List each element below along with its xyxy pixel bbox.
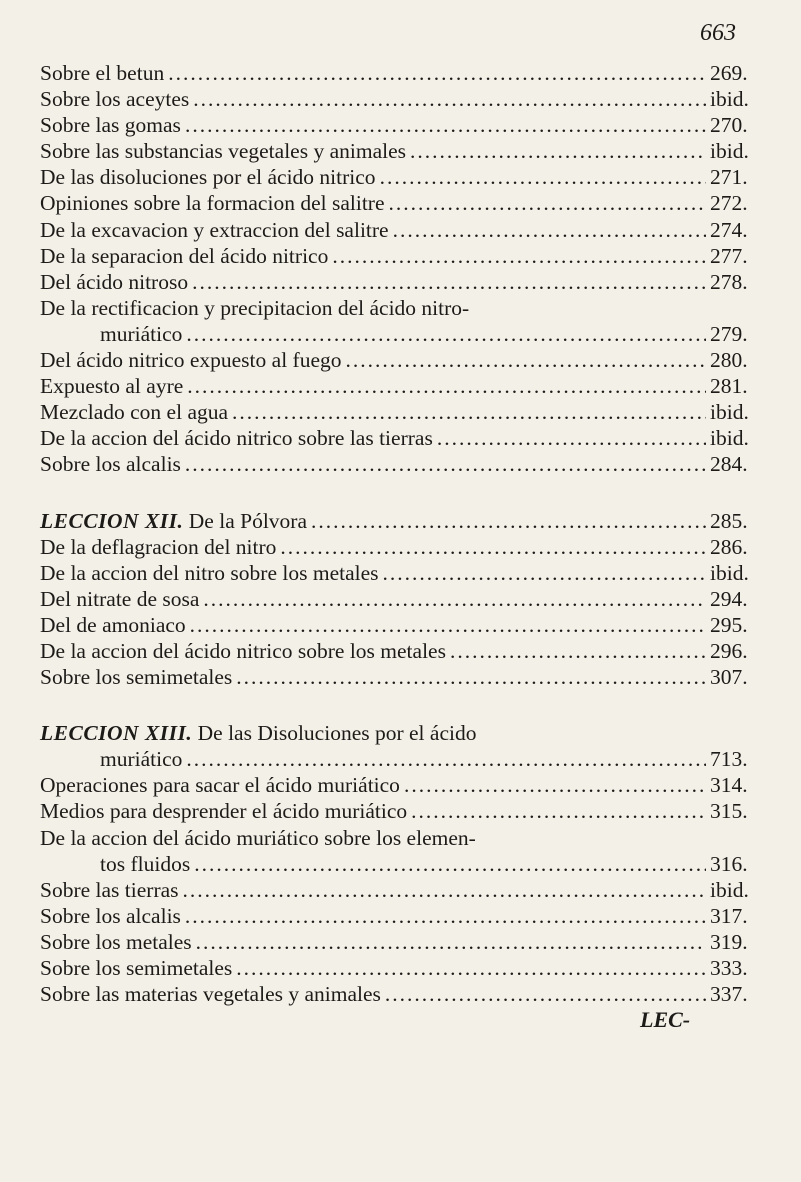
entry-label: Sobre los alcalis bbox=[40, 903, 181, 928]
entry-page: ibid. bbox=[710, 426, 749, 451]
entry-label: De las disoluciones por el ácido nitrico bbox=[40, 165, 376, 190]
entry-page: ibid. bbox=[710, 400, 749, 425]
toc-entry bbox=[40, 664, 770, 690]
entry-title bbox=[40, 720, 476, 746]
dot-leader bbox=[385, 981, 706, 1007]
toc-entry bbox=[40, 560, 770, 586]
entry-continuation: muriático bbox=[100, 747, 183, 772]
dot-leader bbox=[232, 399, 706, 425]
entry-page: ibid. bbox=[710, 139, 749, 164]
entry-page: 281. bbox=[710, 374, 748, 399]
dot-leader bbox=[192, 269, 706, 295]
toc-entry bbox=[40, 877, 770, 903]
entry-page: 274. bbox=[710, 217, 748, 242]
dot-leader bbox=[168, 60, 706, 86]
dot-leader bbox=[411, 798, 706, 824]
entry-title bbox=[40, 825, 476, 851]
lesson-heading: LECCION XIII. bbox=[40, 721, 193, 746]
dot-leader bbox=[186, 321, 706, 347]
entry-page: 319. bbox=[710, 929, 748, 954]
entry-title bbox=[40, 955, 232, 981]
entry-page: 280. bbox=[710, 348, 748, 373]
dot-leader bbox=[450, 638, 706, 664]
entry-title bbox=[40, 772, 400, 798]
entry-label: Sobre los semimetales bbox=[40, 665, 233, 690]
entry-continuation: tos fluidos bbox=[100, 851, 191, 876]
toc-entry bbox=[40, 399, 770, 425]
entry-label: Sobre las substancias vegetales y animales bbox=[40, 139, 406, 164]
toc-entry bbox=[40, 825, 770, 851]
entry-title bbox=[40, 929, 192, 955]
dot-leader bbox=[410, 138, 706, 164]
entry-title bbox=[40, 112, 181, 138]
dot-leader bbox=[183, 877, 706, 903]
entry-label: De la separacion del ácido nitrico bbox=[40, 243, 329, 268]
page-number: 663 bbox=[700, 20, 736, 46]
dot-leader bbox=[437, 425, 706, 451]
entry-label: Del nitrate de sosa bbox=[40, 586, 200, 611]
dot-leader bbox=[404, 772, 706, 798]
dot-leader bbox=[236, 955, 706, 981]
entry-label: Medios para desprender el ácido muriático bbox=[40, 799, 408, 824]
entry-label: Operaciones para sacar el ácido muriático bbox=[40, 773, 400, 798]
toc-entry bbox=[40, 955, 770, 981]
entry-label: Sobre las gomas bbox=[40, 113, 181, 138]
entry-page: 284. bbox=[710, 452, 748, 477]
entry-label: De la rectificacion y precipitacion del ácido nitro- bbox=[40, 295, 470, 320]
entry-label: Del de amoniaco bbox=[40, 612, 186, 637]
entry-page: 286. bbox=[710, 534, 748, 559]
entry-label: De la accion del ácido muriático sobre los elemen- bbox=[40, 825, 476, 850]
toc-entry bbox=[40, 425, 770, 451]
lesson-heading: LECCION XII. bbox=[40, 508, 184, 533]
entry-page: 337. bbox=[710, 982, 748, 1007]
toc-entry bbox=[40, 981, 770, 1007]
entry-label: Del ácido nitroso bbox=[40, 269, 189, 294]
entry-title bbox=[40, 664, 232, 690]
entry-title bbox=[40, 560, 379, 586]
entry-label: Sobre las materias vegetales y animales bbox=[40, 982, 381, 1007]
toc-entry bbox=[40, 164, 770, 190]
entry-title bbox=[40, 60, 164, 86]
dot-leader bbox=[346, 347, 707, 373]
toc-entry bbox=[40, 586, 770, 612]
toc-entry bbox=[40, 929, 770, 955]
dot-leader bbox=[193, 86, 706, 112]
catchword: LEC- bbox=[640, 1007, 691, 1032]
entry-page: 285. bbox=[710, 508, 748, 533]
entry-page: ibid. bbox=[710, 87, 749, 112]
entry-label: De la Pólvora bbox=[183, 508, 307, 533]
toc-entry bbox=[40, 720, 770, 746]
entry-label: Sobre los semimetales bbox=[40, 956, 233, 980]
entry-title bbox=[40, 612, 186, 638]
toc-entry-continuation bbox=[40, 851, 770, 877]
entry-title bbox=[40, 903, 181, 929]
entry-page: 294. bbox=[710, 586, 748, 611]
entry-page: 272. bbox=[710, 191, 748, 216]
toc-entry bbox=[40, 112, 770, 138]
entry-title bbox=[40, 981, 381, 1007]
entry-label: De la accion del nitro sobre los metales bbox=[40, 560, 379, 585]
entry-page: 278. bbox=[710, 269, 748, 294]
entry-title bbox=[40, 190, 385, 216]
toc-entry bbox=[40, 60, 770, 86]
entry-title bbox=[40, 243, 328, 269]
toc-entry bbox=[40, 451, 770, 477]
toc-entry-continuation bbox=[40, 321, 770, 347]
entry-continuation: muriático bbox=[100, 321, 183, 346]
entry-title bbox=[40, 877, 179, 903]
entry-title bbox=[40, 269, 188, 295]
entry-title bbox=[40, 586, 199, 612]
toc-entry bbox=[40, 638, 770, 664]
entry-title bbox=[40, 534, 276, 560]
toc-entry bbox=[40, 86, 770, 112]
entry-page: ibid. bbox=[710, 560, 749, 585]
entry-label: De la accion del ácido nitrico sobre las tierras bbox=[40, 426, 433, 451]
entry-page: 296. bbox=[710, 638, 748, 663]
dot-leader bbox=[203, 586, 706, 612]
entry-title bbox=[40, 798, 407, 824]
toc-entry-continuation bbox=[40, 746, 770, 772]
entry-label: Del ácido nitrico expuesto al fuego bbox=[40, 348, 342, 373]
toc-entry bbox=[40, 612, 770, 638]
entry-label: De la accion del ácido nitrico sobre los metales bbox=[40, 638, 446, 663]
section-gap bbox=[40, 478, 770, 508]
entry-page: 314. bbox=[710, 773, 748, 798]
entry-page: 316. bbox=[710, 851, 748, 876]
section-gap bbox=[40, 690, 770, 720]
entry-page: 317. bbox=[710, 903, 748, 928]
entry-page: 307. bbox=[710, 665, 748, 690]
dot-leader bbox=[332, 243, 706, 269]
entry-label: Opiniones sobre la formacion del salitre bbox=[40, 191, 385, 216]
dot-leader bbox=[393, 217, 706, 243]
entry-title bbox=[40, 425, 433, 451]
entry-page: 333. bbox=[710, 956, 748, 980]
toc-entry bbox=[40, 295, 770, 321]
dot-leader bbox=[280, 534, 706, 560]
entry-page: 270. bbox=[710, 113, 748, 138]
entry-page: 295. bbox=[710, 612, 748, 637]
entry-title bbox=[40, 451, 181, 477]
toc-entry bbox=[40, 347, 770, 373]
toc-entry bbox=[40, 217, 770, 243]
dot-leader bbox=[311, 508, 706, 534]
toc-entry bbox=[40, 772, 770, 798]
table-of-contents bbox=[40, 60, 770, 1007]
toc-entry bbox=[40, 508, 770, 534]
dot-leader bbox=[383, 560, 706, 586]
dot-leader bbox=[380, 164, 706, 190]
entry-label: De las Disoluciones por el ácido bbox=[192, 721, 477, 746]
toc-entry bbox=[40, 903, 770, 929]
entry-title bbox=[40, 86, 189, 112]
entry-label: Sobre las tierras bbox=[40, 877, 179, 902]
entry-page: 315. bbox=[710, 799, 748, 824]
entry-page: 269. bbox=[710, 61, 748, 85]
entry-label: Sobre los metales bbox=[40, 929, 192, 954]
entry-label: Sobre los alcalis bbox=[40, 452, 181, 477]
dot-leader bbox=[389, 190, 707, 216]
entry-title bbox=[40, 295, 469, 321]
dot-leader bbox=[185, 451, 706, 477]
entry-label: Mezclado con el agua bbox=[40, 400, 229, 425]
entry-page: 279. bbox=[710, 321, 748, 346]
entry-page: 271. bbox=[710, 165, 748, 190]
entry-title bbox=[40, 399, 228, 425]
entry-page: 277. bbox=[710, 243, 748, 268]
entry-title bbox=[40, 373, 183, 399]
dot-leader bbox=[187, 373, 706, 399]
toc-entry bbox=[40, 534, 770, 560]
entry-page: 713. bbox=[710, 747, 748, 772]
toc-entry bbox=[40, 243, 770, 269]
toc-entry bbox=[40, 373, 770, 399]
toc-entry bbox=[40, 798, 770, 824]
dot-leader bbox=[185, 112, 706, 138]
entry-label: De la deflagracion del nitro bbox=[40, 534, 277, 559]
dot-leader bbox=[186, 746, 706, 772]
entry-title bbox=[40, 508, 307, 534]
toc-entry bbox=[40, 138, 770, 164]
toc-entry bbox=[40, 269, 770, 295]
toc-entry bbox=[40, 190, 770, 216]
dot-leader bbox=[196, 929, 706, 955]
entry-title bbox=[40, 217, 389, 243]
dot-leader bbox=[236, 664, 706, 690]
entry-label: De la excavacion y extraccion del salitre bbox=[40, 217, 389, 242]
entry-title bbox=[40, 164, 376, 190]
entry-label: Sobre el betun bbox=[40, 61, 165, 85]
entry-title bbox=[40, 138, 406, 164]
entry-title bbox=[40, 638, 446, 664]
dot-leader bbox=[185, 903, 706, 929]
entry-label: Sobre los aceytes bbox=[40, 87, 190, 112]
dot-leader bbox=[190, 612, 706, 638]
dot-leader bbox=[194, 851, 706, 877]
entry-label: Expuesto al ayre bbox=[40, 374, 184, 399]
entry-page: ibid. bbox=[710, 877, 749, 902]
entry-title bbox=[40, 347, 342, 373]
